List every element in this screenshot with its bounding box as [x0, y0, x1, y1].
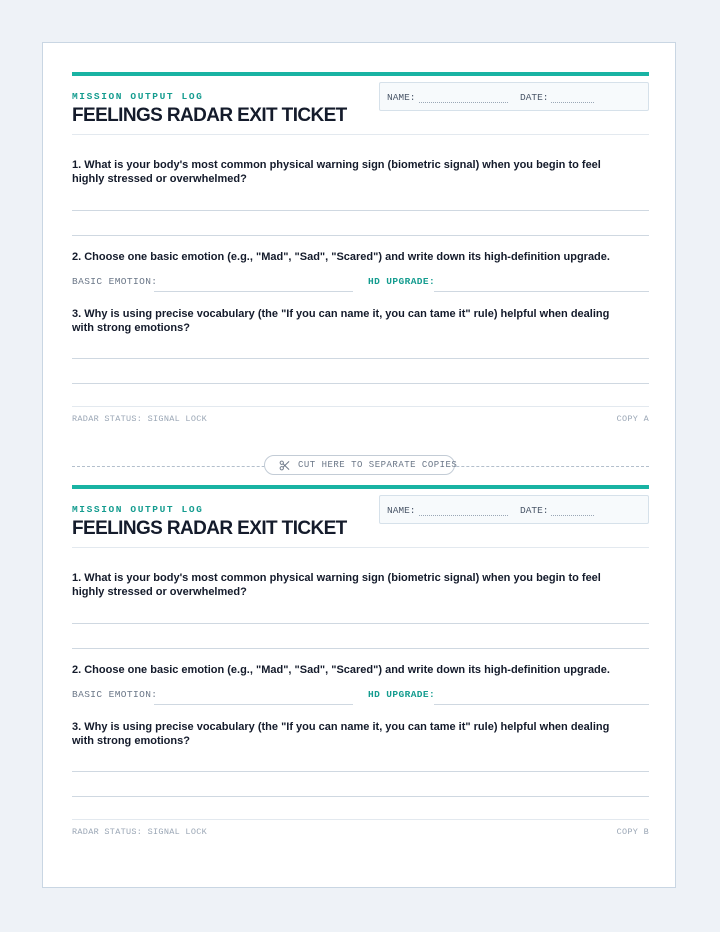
- answer-line[interactable]: [72, 796, 649, 797]
- question-2: 2. Choose one basic emotion (e.g., "Mad", "Sad", "Scared") and write down its high-definition upgrade.: [72, 664, 610, 676]
- basic-emotion-field[interactable]: [154, 291, 353, 292]
- ticket-kicker: MISSION OUTPUT LOG: [72, 504, 204, 515]
- ticket-title: FEELINGS RADAR EXIT TICKET: [72, 105, 347, 126]
- question-3: 3. Why is using precise vocabulary (the "If you can name it, you can tame it" rule) helpful when dealing with strong emotions?: [72, 308, 610, 334]
- copy-label: COPY A: [616, 414, 649, 424]
- date-label: DATE:: [520, 505, 549, 516]
- hd-upgrade-label: HD UPGRADE:: [368, 276, 436, 287]
- worksheet-page: [42, 42, 676, 888]
- question-3: 3. Why is using precise vocabulary (the "If you can name it, you can tame it" rule) helpful when dealing with strong emotions?: [72, 721, 610, 747]
- hd-upgrade-label: HD UPGRADE:: [368, 689, 436, 700]
- basic-emotion-label: BASIC EMOTION:: [72, 276, 158, 287]
- name-field[interactable]: [419, 515, 508, 516]
- divider: [72, 134, 649, 135]
- divider: [72, 819, 649, 820]
- date-label: DATE:: [520, 92, 549, 103]
- name-field[interactable]: [419, 102, 508, 103]
- question-1: 1. What is your body's most common physical warning sign (biometric signal) when you begin to feel highly stressed or overwhelmed?: [72, 159, 601, 185]
- radar-status: RADAR STATUS: SIGNAL LOCK: [72, 414, 208, 424]
- date-field[interactable]: [551, 515, 594, 516]
- divider: [72, 406, 649, 407]
- ticket-title: FEELINGS RADAR EXIT TICKET: [72, 518, 347, 539]
- name-date-box: [379, 495, 649, 524]
- answer-line[interactable]: [72, 210, 649, 211]
- accent-rule: [72, 72, 649, 76]
- answer-line[interactable]: [72, 235, 649, 236]
- answer-line[interactable]: [72, 623, 649, 624]
- answer-line[interactable]: [72, 358, 649, 359]
- basic-emotion-label: BASIC EMOTION:: [72, 689, 158, 700]
- answer-line[interactable]: [72, 771, 649, 772]
- hd-upgrade-field[interactable]: [434, 704, 649, 705]
- hd-upgrade-field[interactable]: [434, 291, 649, 292]
- name-label: NAME:: [387, 505, 416, 516]
- divider: [72, 547, 649, 548]
- answer-line[interactable]: [72, 383, 649, 384]
- scissors-icon: [279, 460, 290, 471]
- basic-emotion-field[interactable]: [154, 704, 353, 705]
- question-2: 2. Choose one basic emotion (e.g., "Mad", "Sad", "Scared") and write down its high-definition upgrade.: [72, 251, 610, 263]
- ticket-kicker: MISSION OUTPUT LOG: [72, 91, 204, 102]
- accent-rule: [72, 485, 649, 489]
- question-1: 1. What is your body's most common physical warning sign (biometric signal) when you begin to feel highly stressed or overwhelmed?: [72, 572, 601, 598]
- radar-status: RADAR STATUS: SIGNAL LOCK: [72, 827, 208, 837]
- answer-line[interactable]: [72, 648, 649, 649]
- name-label: NAME:: [387, 92, 416, 103]
- date-field[interactable]: [551, 102, 594, 103]
- cut-here-badge: [264, 455, 458, 475]
- name-date-box: [379, 82, 649, 111]
- copy-label: COPY B: [616, 827, 649, 837]
- cut-here-label: CUT HERE TO SEPARATE COPIES: [298, 460, 458, 470]
